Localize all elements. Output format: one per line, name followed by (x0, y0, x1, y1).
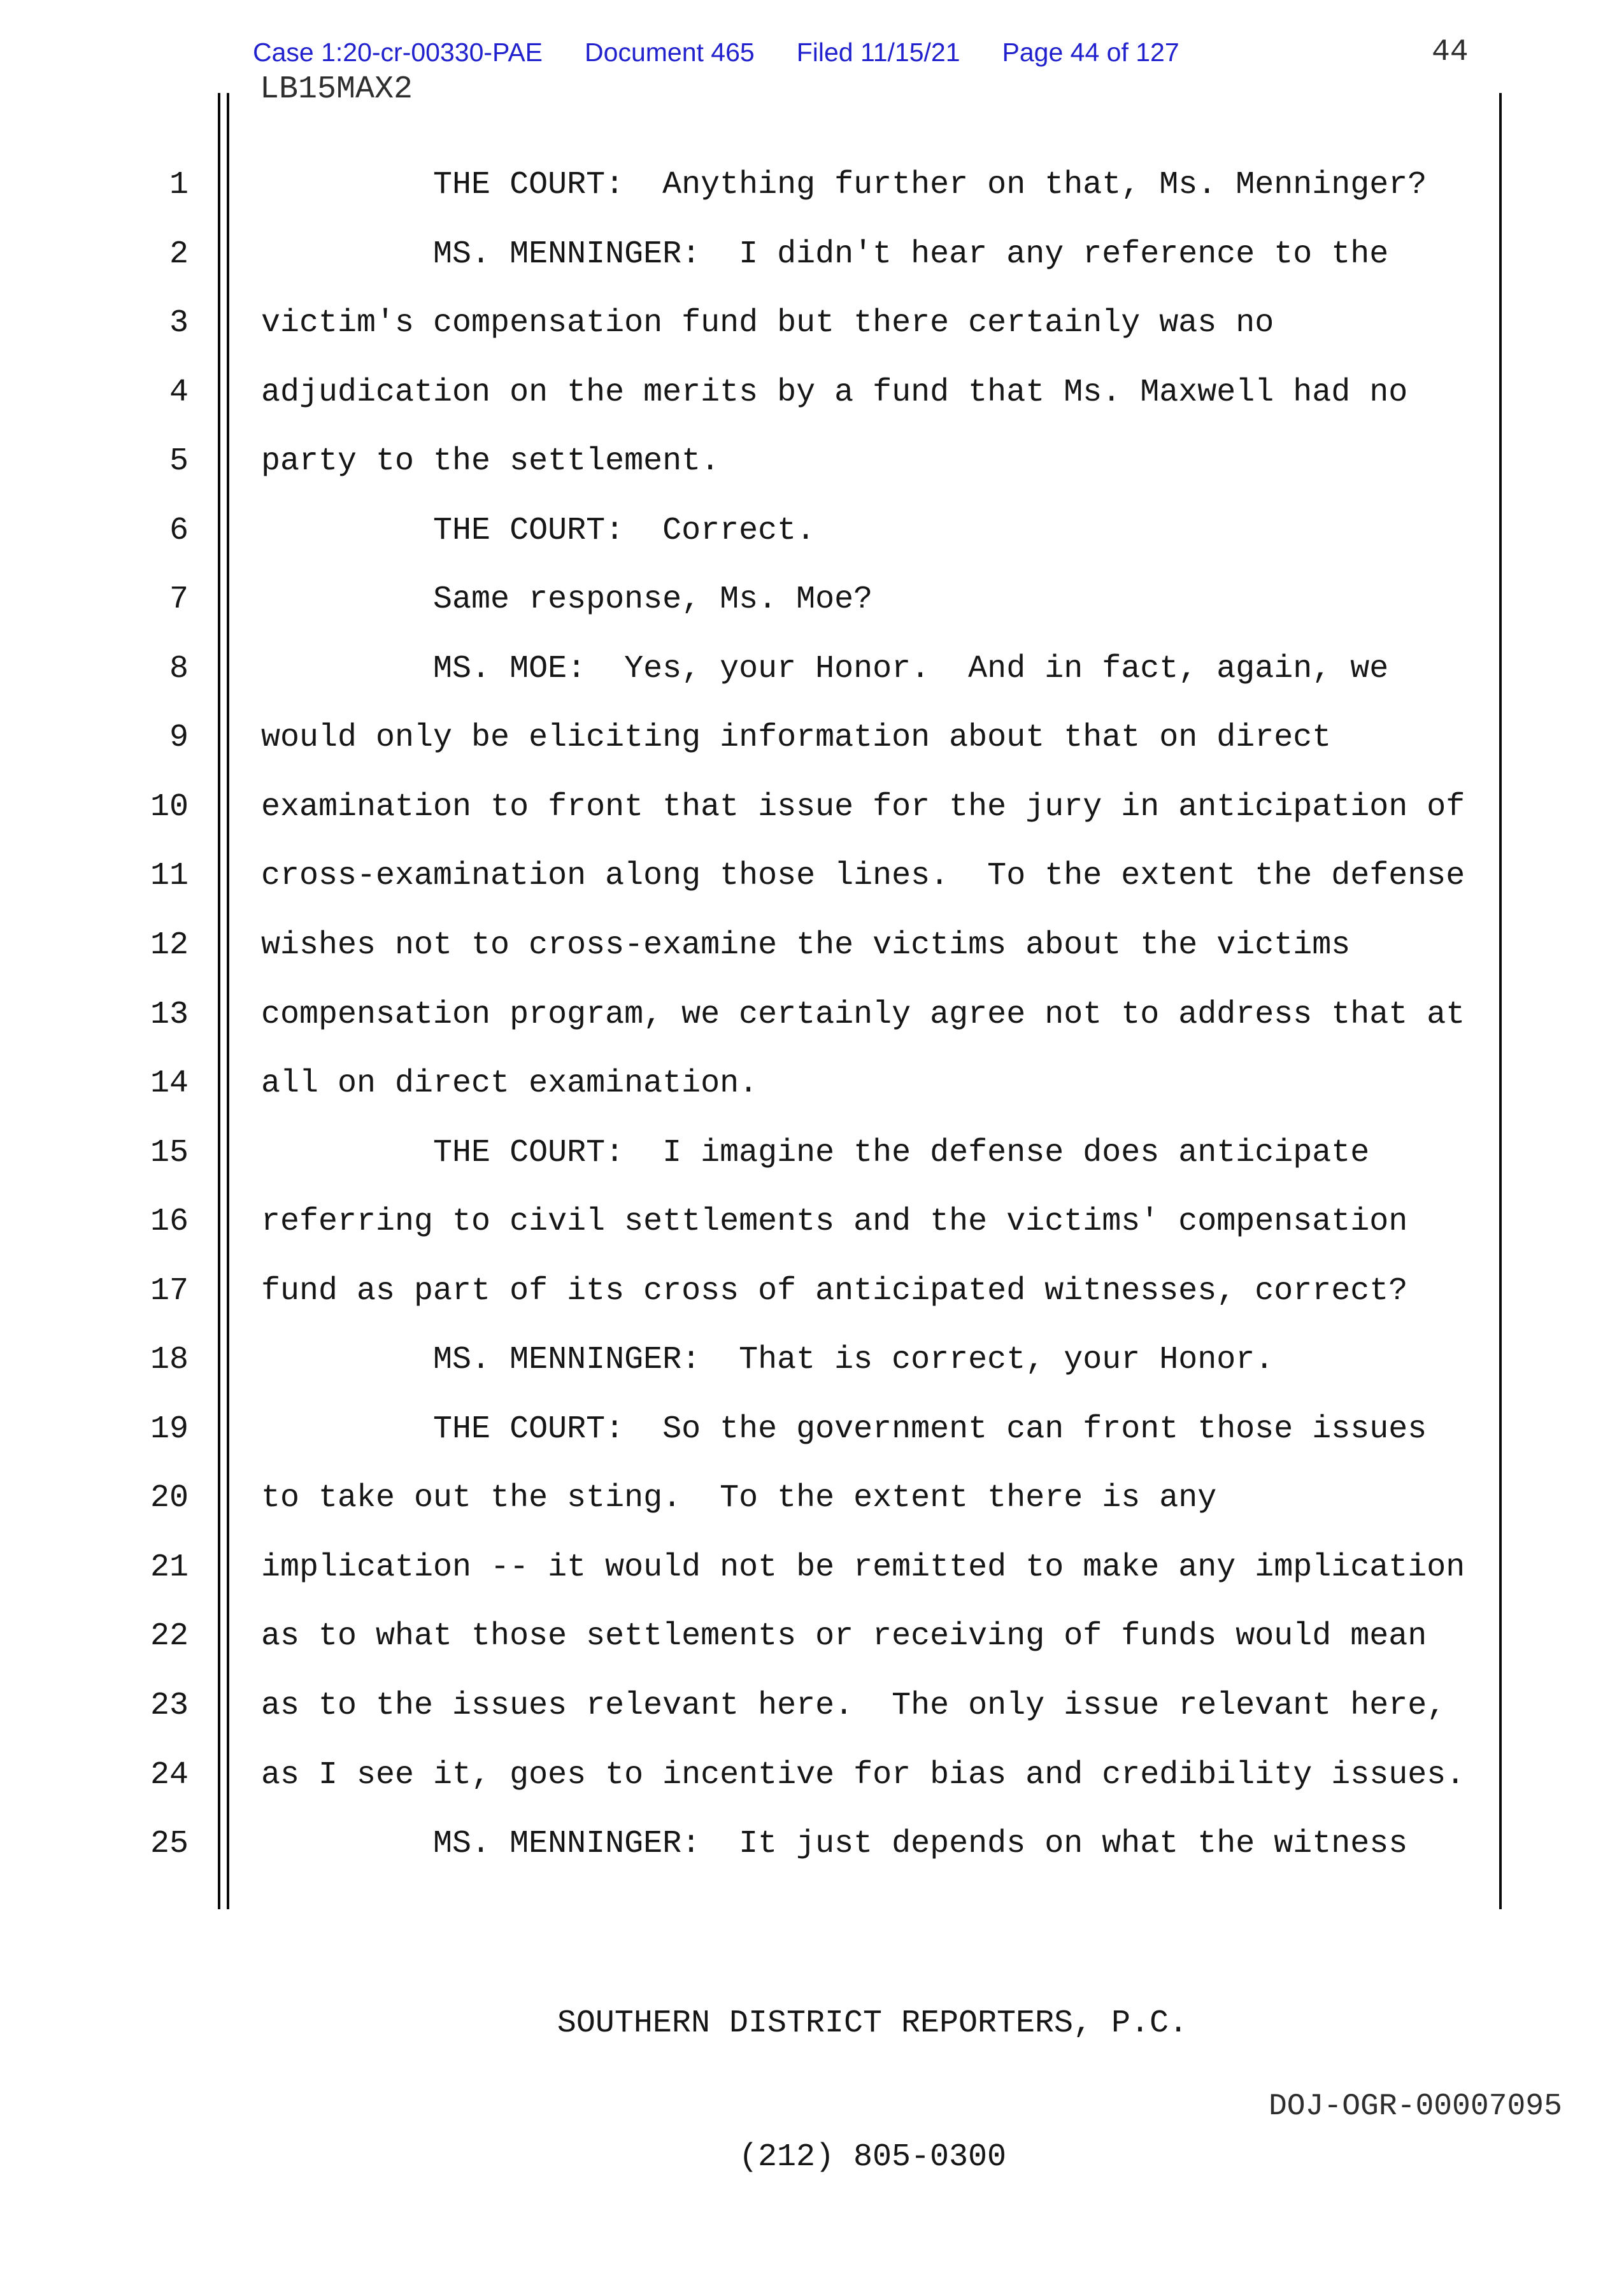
filing-stamp-filed-date: Filed 11/15/21 (796, 38, 960, 67)
transcript-page-number: 44 (1432, 35, 1469, 69)
line-number: 2 (169, 236, 189, 273)
line-text: MS. MENNINGER: I didn't hear any reference to the (261, 236, 1389, 273)
line-number: 25 (150, 1826, 189, 1863)
line-number: 7 (169, 581, 189, 618)
transcript-line (0, 169, 1624, 238)
transcript-line (0, 238, 1624, 308)
transcript-line (0, 1344, 1624, 1413)
transcript-line (0, 1134, 1624, 1206)
line-text: adjudication on the merits by a fund that Ms. Maxwell had no (261, 374, 1408, 411)
transcript-lines (0, 169, 1624, 1897)
bates-number: DOJ-OGR-00007095 (1269, 2089, 1562, 2124)
line-text: fund as part of its cross of anticipated witnesses, correct? (261, 1272, 1408, 1309)
line-text: wishes not to cross-examine the victims about the victims (261, 927, 1351, 964)
transcript-line (0, 722, 1624, 791)
line-text: THE COURT: So the government can front those issues (261, 1411, 1427, 1447)
filing-stamp-case: Case 1:20-cr-00330-PAE (253, 38, 543, 67)
line-number: 20 (150, 1480, 189, 1517)
line-number: 22 (150, 1618, 189, 1655)
transcript-line (0, 445, 1624, 515)
filing-stamp-document: Document 465 (585, 38, 755, 67)
line-number: 18 (150, 1342, 189, 1379)
line-number: 3 (169, 305, 189, 342)
line-text: victim's compensation fund but there certainly was no (261, 305, 1274, 342)
line-number: 21 (150, 1549, 189, 1586)
transcript-line (0, 1206, 1624, 1275)
transcript-line (0, 650, 1624, 722)
line-number: 12 (150, 927, 189, 964)
line-text: examination to front that issue for the jury in anticipation of (261, 788, 1465, 825)
line-text: MS. MENNINGER: That is correct, your Honor. (261, 1342, 1274, 1379)
transcript-line (0, 307, 1624, 376)
line-number: 10 (150, 788, 189, 825)
line-text: party to the settlement. (261, 443, 720, 480)
line-number: 13 (150, 996, 189, 1033)
line-text: cross-examination along those lines. To the extent the defense (261, 858, 1465, 895)
transcript-line (0, 1828, 1624, 1897)
line-number: 23 (150, 1688, 189, 1725)
line-number: 4 (169, 374, 189, 411)
transcript-line (0, 1482, 1624, 1551)
line-text: implication -- it would not be remitted to make any implication (261, 1549, 1465, 1586)
line-text: to take out the sting. To the extent there is any (261, 1480, 1217, 1517)
transcript-line (0, 1067, 1624, 1137)
transcript-line (0, 996, 1624, 1068)
line-text: as to the issues relevant here. The only issue relevant here, (261, 1688, 1446, 1725)
line-number: 6 (169, 512, 189, 549)
line-text: as I see it, goes to incentive for bias and credibility issues. (261, 1756, 1465, 1793)
line-text: THE COURT: Correct. (261, 512, 816, 549)
transcript-line (0, 1551, 1624, 1621)
transcript-line (0, 929, 1624, 999)
line-text: as to what those settlements or receiving of funds would mean (261, 1618, 1427, 1655)
line-text: THE COURT: I imagine the defense does anticipate (261, 1134, 1370, 1171)
line-number: 15 (150, 1134, 189, 1171)
transcript-line (0, 1689, 1624, 1759)
line-number: 14 (150, 1065, 189, 1102)
transcript-session-id: LB15MAX2 (260, 71, 413, 108)
line-number: 8 (169, 650, 189, 687)
line-text: all on direct examination. (261, 1065, 759, 1102)
line-number: 1 (169, 167, 189, 203)
line-number: 19 (150, 1411, 189, 1447)
line-number: 24 (150, 1756, 189, 1793)
reporter-phone: (212) 805-0300 (738, 2139, 1007, 2175)
line-text: MS. MOE: Yes, your Honor. And in fact, again, we (261, 650, 1389, 687)
court-filing-stamp (253, 39, 1179, 66)
transcript-line (0, 1272, 1624, 1344)
line-number: 9 (169, 720, 189, 757)
line-number: 5 (169, 443, 189, 480)
reporter-name: SOUTHERN DISTRICT REPORTERS, P.C. (557, 2005, 1188, 2042)
line-text: referring to civil settlements and the victims' compensation (261, 1204, 1408, 1241)
transcript-line (0, 860, 1624, 929)
transcript-line (0, 1413, 1624, 1483)
transcript-line (0, 583, 1624, 653)
filing-stamp-page: Page 44 of 127 (1002, 38, 1179, 67)
transcript-line (0, 1620, 1624, 1689)
line-text: MS. MENNINGER: It just depends on what the witness (261, 1826, 1408, 1863)
transcript-line (0, 512, 1624, 584)
transcript-line (0, 376, 1624, 446)
line-text: would only be eliciting information about that on direct (261, 720, 1332, 757)
line-number: 17 (150, 1272, 189, 1309)
line-text: Same response, Ms. Moe? (261, 581, 873, 618)
transcript-line (0, 1756, 1624, 1828)
transcript-line (0, 788, 1624, 860)
line-text: THE COURT: Anything further on that, Ms. Menninger? (261, 167, 1427, 203)
line-text: compensation program, we certainly agree not to address that at (261, 996, 1465, 1033)
line-number: 16 (150, 1204, 189, 1241)
line-number: 11 (150, 858, 189, 895)
